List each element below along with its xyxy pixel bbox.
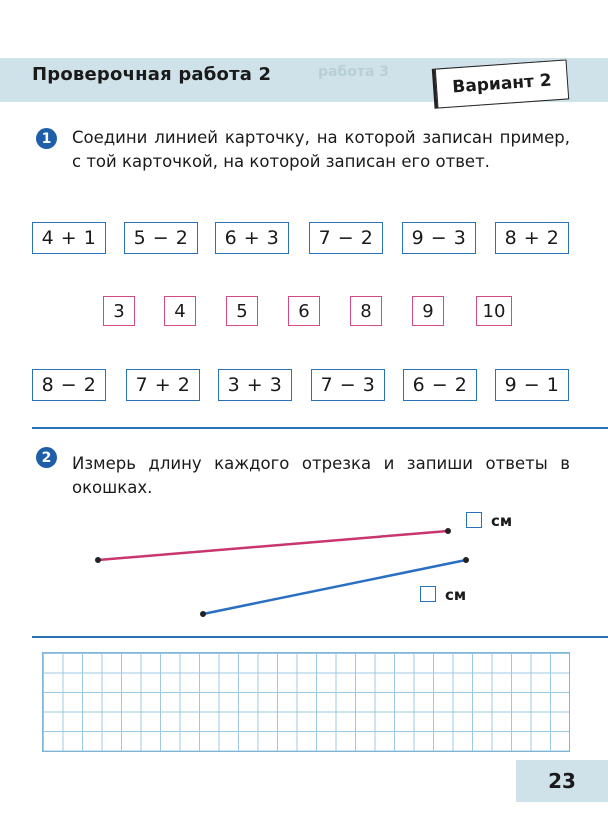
section-divider: [32, 636, 608, 638]
example-card[interactable]: 8 − 2: [32, 369, 106, 401]
task-1-text: Соедини линией карточку, на которой записан пример, с той карточкой, на которой записан его ответ.: [72, 128, 570, 171]
example-card[interactable]: 7 − 2: [309, 222, 383, 254]
answer-card[interactable]: 6: [288, 296, 320, 326]
example-card[interactable]: 7 − 3: [311, 369, 385, 401]
length-answer-box-2[interactable]: [420, 586, 436, 602]
answer-grid[interactable]: [42, 652, 570, 752]
segment-red: [98, 531, 448, 560]
answer-card[interactable]: 8: [350, 296, 382, 326]
example-card[interactable]: 6 − 2: [403, 369, 477, 401]
segment-red-end: [445, 528, 451, 534]
example-card[interactable]: 5 − 2: [124, 222, 198, 254]
task-1-badge: 1: [36, 128, 57, 149]
example-card[interactable]: 9 − 3: [402, 222, 476, 254]
task-2-badge: 2: [36, 447, 57, 468]
answer-card[interactable]: 3: [103, 296, 135, 326]
example-card[interactable]: 8 + 2: [495, 222, 569, 254]
answer-card[interactable]: 10: [476, 296, 512, 326]
example-card[interactable]: 9 − 1: [495, 369, 569, 401]
segment-blue-start: [200, 611, 206, 617]
answer-card[interactable]: 5: [226, 296, 258, 326]
page-number: 23: [516, 760, 608, 802]
unit-label-1: см: [491, 512, 513, 530]
example-card[interactable]: 3 + 3: [218, 369, 292, 401]
example-card[interactable]: 4 + 1: [32, 222, 106, 254]
unit-label-2: см: [445, 586, 467, 604]
header-ghost-text: работа 3: [318, 64, 390, 80]
segment-red-start: [95, 557, 101, 563]
answer-card[interactable]: 4: [164, 296, 196, 326]
task-2-text: Измерь длину каждого отрезка и запиши ответы в окошках.: [72, 454, 570, 497]
example-card[interactable]: 6 + 3: [215, 222, 289, 254]
page-title: Проверочная работа 2: [32, 64, 272, 85]
answer-card[interactable]: 9: [412, 296, 444, 326]
length-answer-box-1[interactable]: [466, 512, 482, 528]
example-card[interactable]: 7 + 2: [126, 369, 200, 401]
segment-blue-end: [463, 557, 469, 563]
variant-label: Вариант 2: [435, 59, 569, 108]
